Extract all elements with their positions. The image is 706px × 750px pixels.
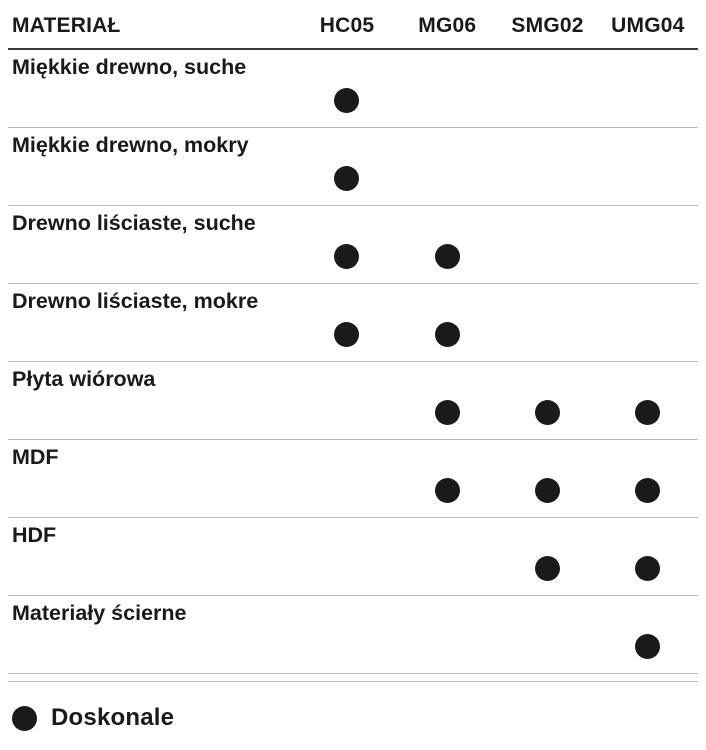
table-row [8,49,698,128]
filled-circle-icon [334,244,359,269]
row-material-label: Miękkie drewno, suche [12,55,247,79]
mark-cell-mg06 [397,440,497,518]
row-material-cell [8,49,297,128]
row-material-label: Płyta wiórowa [12,367,156,391]
table-row [8,518,698,596]
mark-cell-umg04 [598,128,698,206]
row-material-label: MDF [12,445,59,469]
mark-cell-mg06 [397,518,497,596]
column-header-hc05: HC05 [297,0,397,49]
row-material-cell [8,362,297,440]
row-material-label: Miękkie drewno, mokry [12,133,249,157]
table-header-row [8,0,698,49]
mark-cell-mg06 [397,362,497,440]
mark-cell-smg02 [497,596,597,674]
row-material-label: Materiały ścierne [12,601,187,625]
mark-cell-mg06 [397,128,497,206]
filled-circle-icon [334,166,359,191]
mark-cell-hc05 [297,440,397,518]
mark-cell-umg04 [598,206,698,284]
mark-cell-smg02 [497,440,597,518]
filled-circle-icon [435,400,460,425]
filled-circle-icon [12,706,37,731]
filled-circle-icon [435,322,460,347]
mark-cell-smg02 [497,49,597,128]
mark-cell-hc05 [297,362,397,440]
mark-cell-mg06 [397,206,497,284]
filled-circle-icon [334,322,359,347]
mark-cell-smg02 [497,284,597,362]
mark-cell-umg04 [598,596,698,674]
mark-cell-hc05 [297,518,397,596]
table-row [8,440,698,518]
mark-cell-hc05 [297,49,397,128]
table-row [8,128,698,206]
legend-divider [8,681,698,682]
column-header-smg02: SMG02 [497,0,597,49]
mark-cell-smg02 [497,206,597,284]
mark-cell-hc05 [297,284,397,362]
mark-cell-umg04 [598,49,698,128]
mark-cell-mg06 [397,49,497,128]
mark-cell-umg04 [598,362,698,440]
mark-cell-mg06 [397,596,497,674]
filled-circle-icon [535,400,560,425]
row-material-label: HDF [12,523,57,547]
filled-circle-icon [635,478,660,503]
mark-cell-smg02 [497,128,597,206]
legend [12,704,174,732]
filled-circle-icon [435,478,460,503]
mark-cell-smg02 [497,362,597,440]
mark-cell-hc05 [297,206,397,284]
table-row [8,362,698,440]
mark-cell-mg06 [397,284,497,362]
mark-cell-umg04 [598,284,698,362]
filled-circle-icon [635,400,660,425]
column-header-material: MATERIAŁ [8,0,297,49]
filled-circle-icon [334,88,359,113]
row-material-label: Drewno liściaste, mokre [12,289,259,313]
row-material-cell [8,206,297,284]
mark-cell-hc05 [297,596,397,674]
row-material-cell [8,284,297,362]
table-row [8,284,698,362]
column-header-umg04: UMG04 [598,0,698,49]
legend-label: Doskonale [51,704,175,731]
filled-circle-icon [535,556,560,581]
filled-circle-icon [635,556,660,581]
column-header-mg06: MG06 [397,0,497,49]
mark-cell-umg04 [598,518,698,596]
table-row [8,596,698,674]
material-compatibility-table [8,0,698,674]
filled-circle-icon [435,244,460,269]
mark-cell-hc05 [297,128,397,206]
row-material-cell [8,128,297,206]
row-material-cell [8,440,297,518]
row-material-label: Drewno liściaste, suche [12,211,256,235]
mark-cell-umg04 [598,440,698,518]
mark-cell-smg02 [497,518,597,596]
filled-circle-icon [535,478,560,503]
filled-circle-icon [635,634,660,659]
table-row [8,206,698,284]
row-material-cell [8,518,297,596]
row-material-cell [8,596,297,674]
